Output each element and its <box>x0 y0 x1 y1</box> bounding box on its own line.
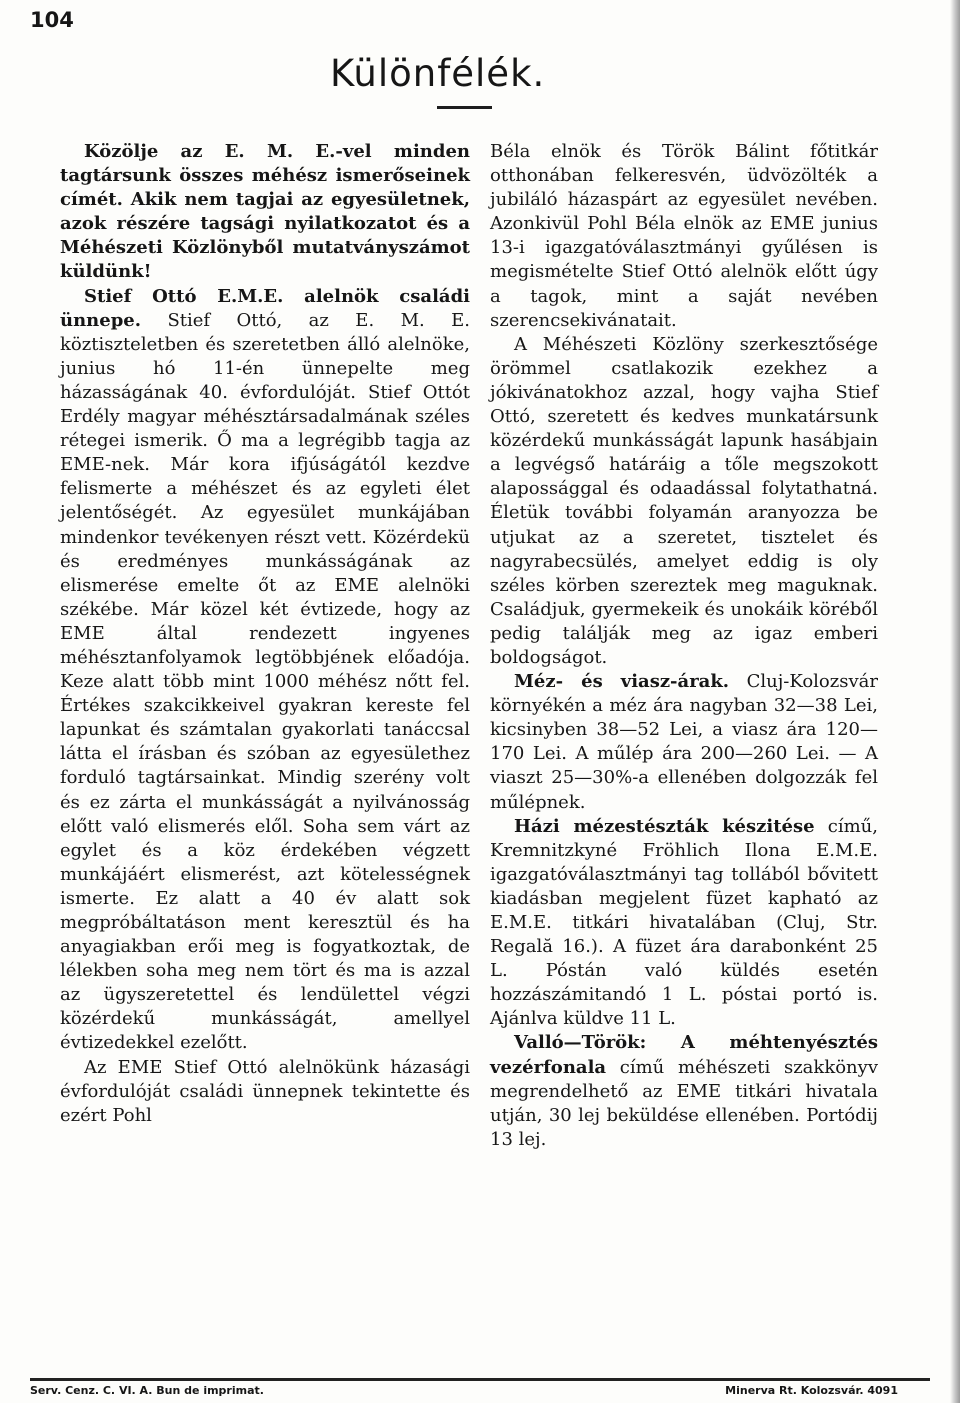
prices-body: Cluj-Kolozsvár környékén a méz ára nagyban 32—38 Lei, kicsinyben 38—52 Lei, a viasz ára 120—170 Lei. A műlép ára 200—260 Lei. — A viaszt 25—30%-a ellenében dolgozzák fel műlépnek. <box>490 671 878 813</box>
article-paragraph <box>60 285 470 1056</box>
prices-heading: Méz- és viasz-árak. <box>514 671 730 693</box>
title-divider <box>437 106 492 109</box>
right-column <box>490 140 878 1152</box>
footer-divider <box>30 1378 930 1381</box>
book-paragraph <box>490 1031 878 1151</box>
footer-printer-note: Minerva Rt. Kolozsvár. 4091 <box>725 1384 898 1397</box>
booklet-body: című, Kremnitzkyné Fröhlich Ilona E.M.E. igazgatóválasztmányi tag tollából bővitett kiadásban megjelent füzet kapható az E.M.E. titkári hivatalában (Cluj, Str. Regală 16.). A füzet ára darabonként 25 L. Póstán való küldés esetén hozzászámitandó 1 L. póstai portó is. Ajánlva küldve 11 L. <box>490 815 878 1030</box>
footer-censor-note: Serv. Cenz. C. VI. A. Bun de imprimat. <box>30 1384 264 1397</box>
page-title: Különfélék. <box>330 52 546 95</box>
booklet-paragraph <box>490 815 878 1032</box>
scan-edge <box>950 0 960 1403</box>
book-heading: Valló—Török: A méhtenyésztés vezérfonala <box>490 1032 878 1078</box>
notice-paragraph: Közölje az E. M. E.-vel minden tagtársunk összes méhész ismerőseinek címét. Akik nem tagjai az egyesületnek, azok részére tagsági nyilatkozatot és a Méhészeti Közlönyből mutatványszámot küldünk! <box>60 141 470 283</box>
left-column <box>60 140 470 1128</box>
article-paragraph-continued: Az EME Stief Ottó alelnökünk házasági évfordulóját családi ünnepnek tekintette és ezért Pohl <box>60 1056 470 1126</box>
prices-paragraph <box>490 670 878 815</box>
book-body: című méhészeti szakkönyv megrendelhető az EME titkári hivatala utján, 30 lej beküldése ellenében. Portódij 13 lej. <box>490 1056 878 1150</box>
article-body: Stief Ottó, az E. M. E. köztiszteletben és szeretetben álló alelnöke, junius hó 11-én ünnepelte meg házasságának 40. évfordulóját. Stief Ottót Erdély magyar méhésztársadalmának széles rétegei ismerik. Ő ma a legrégibb tagja az EME-nek. Már kora ifjúságától kezdve felismerte a méhészet és az egyleti élet jelentőségét. Az egyesület munkájában mindenkor tevékenyen részt vett. Közérdekü és eredményes munkásságának az elismerése emelte őt az EME alelnöki székébe. Már közel két évtizede, hogy az EME által rendezett ingyenes méhésztanfolyamok legtöbbjének előadója. Keze alatt több mint 1000 méhész nőtt fel. Értékes szakcikkeivel gyakran kereste fel lapunkat és számtalan gyakorlati tanáccsal látta el írásban és szóban az egyesülethez forduló tagtársainkat. Mindig szerény volt és ez zárta el munkásságát a nyilvánosság előtt való elismerés elől. Soha sem várt az egylet és a köz érdekében végzett munkájáért elismerést, azt kötelességnek ismerte. Ez alatt a 40 év alatt sok megpróbáltatáson ment keresztül és ha anyagiakban erői meg is fogyatkoztak, de lélekben soha meg nem tört és ma is azzal az ügyszeretettel és lendülettel végzi közérdekű munkásságát, amellyel évtizedekkel ezelőtt. <box>60 309 470 1054</box>
article-heading: Stief Ottó E.M.E. alelnök családi ünnepe. <box>60 285 470 331</box>
editorial-paragraph: A Méhészeti Közlöny szerkesztősége örömmel csatlakozik ezekhez a jókivánatokhoz azzal, hogy vajha Stief Ottó, szeretett és kedves munkatársunk közérdekű munkásságát lapunk hasábjain a legvégső határáig a tőle megszokott alapossággal és odaadással folytathatná. Életük további folyamán aranyozza be utjukat az a szeretet, tisztelet és nagyrabecsülés, amelyet eddig is oly széles körben szereztek meg maguknak. Családjuk, gyermekeik és unokáik köréből pedig találják meg az igaz emberi boldogságot. <box>490 333 878 668</box>
booklet-heading: Házi mézestészták készitése <box>514 815 815 837</box>
page-number: 104 <box>30 8 74 32</box>
article-continuation: Béla elnök és Török Bálint főtitkár otthonában felkeresvén, üdvözölték a jubiláló házaspárt az egyesület nevében. Azonkivül Pohl Béla elnök az EME junius 13-i igazgatóválasztmányi gyűlésen is megismételte Stief Ottó alelnök előtt úgy a tagok, mint a saját nevében szerencsekivánatait. <box>490 141 878 331</box>
